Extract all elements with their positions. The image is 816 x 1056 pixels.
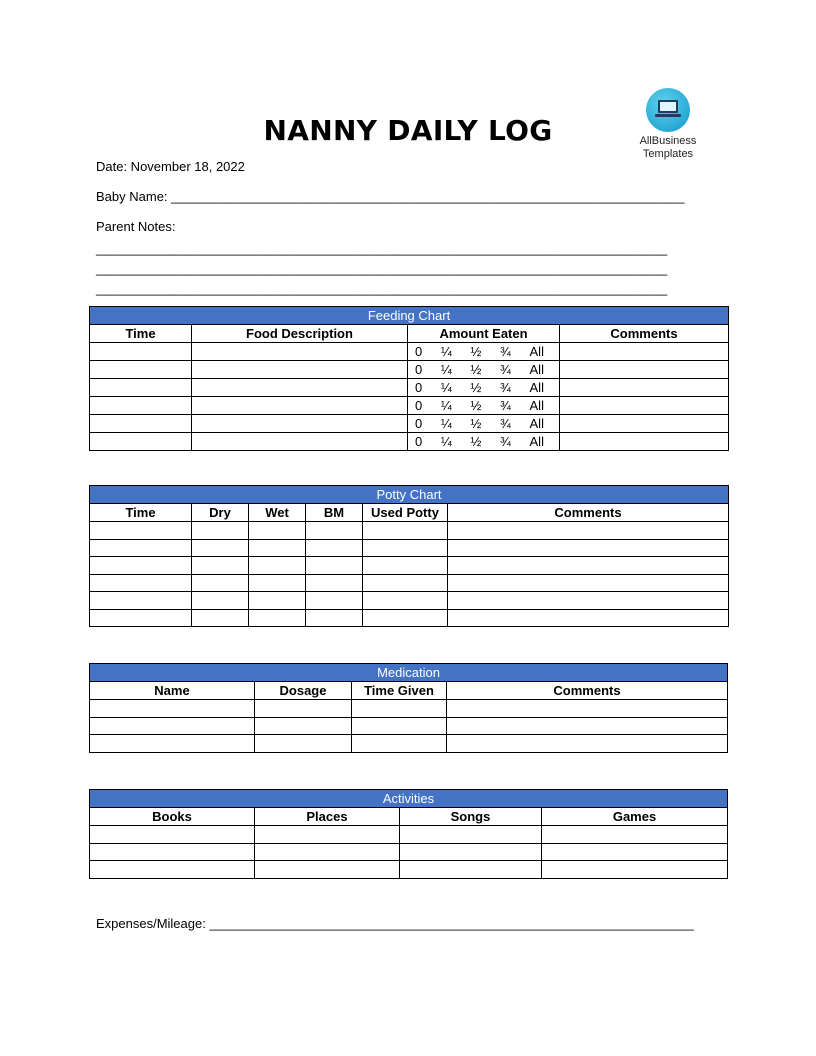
table-cell[interactable] [306,592,363,610]
amount-option[interactable]: ¾ [499,434,511,449]
table-cell[interactable] [560,433,729,451]
table-cell[interactable] [306,609,363,627]
col-header-wet: Wet [249,504,306,522]
table-row [90,609,729,627]
table-cell[interactable] [255,843,400,861]
table-cell[interactable] [447,700,728,718]
table-cell[interactable] [192,592,249,610]
table-row [90,717,728,735]
col-header-games: Games [542,808,728,826]
amount-option[interactable]: 0 [415,434,423,449]
table-cell[interactable] [448,609,729,627]
amount-option[interactable]: All [529,380,544,395]
table-cell[interactable] [192,343,408,361]
expenses-mileage-field[interactable]: Expenses/Mileage: ___________________________________________________________________ [96,916,694,931]
table-row [90,415,729,433]
col-header-dry: Dry [192,504,249,522]
table-cell[interactable] [192,539,249,557]
amount-option[interactable]: ¾ [499,416,511,431]
col-header-comments: Comments [447,682,728,700]
table-cell[interactable] [90,700,255,718]
table-row [90,522,729,540]
amount-option[interactable]: ¾ [499,398,511,413]
amount-option[interactable]: All [529,434,544,449]
amount-eaten-options[interactable] [408,361,560,379]
col-header-comments: Comments [448,504,729,522]
amount-option[interactable]: ¾ [499,344,511,359]
col-header-amount-eaten: Amount Eaten [408,325,560,343]
amount-option[interactable]: ½ [470,416,482,431]
amount-option[interactable]: 0 [415,380,423,395]
amount-option[interactable]: All [529,344,544,359]
table-cell[interactable] [255,717,352,735]
date-line: Date: November 18, 2022 [96,159,245,174]
amount-option[interactable]: ¼ [440,416,452,431]
table-cell[interactable] [306,539,363,557]
amount-option[interactable]: ¼ [440,434,452,449]
table-row [90,592,729,610]
table-cell[interactable] [448,592,729,610]
amount-option[interactable]: ½ [470,362,482,377]
table-cell[interactable] [447,717,728,735]
table-cell[interactable] [363,609,448,627]
col-header-comments: Comments [560,325,729,343]
table-row [90,700,728,718]
table-cell[interactable] [90,574,192,592]
table-cell[interactable] [192,557,249,575]
amount-option[interactable]: 0 [415,362,423,377]
table-cell[interactable] [560,415,729,433]
allbusiness-logo [630,88,706,161]
col-header-songs: Songs [400,808,542,826]
table-cell[interactable] [448,522,729,540]
amount-option[interactable]: ½ [470,380,482,395]
amount-option[interactable]: ¼ [440,380,452,395]
amount-option[interactable]: ¾ [499,362,511,377]
parent-notes-line[interactable]: _______________________________________________________________________________ [96,261,668,276]
col-header-name: Name [90,682,255,700]
table-cell[interactable] [363,522,448,540]
amount-eaten-options[interactable] [408,433,560,451]
table-row [90,557,729,575]
col-header-dosage: Dosage [255,682,352,700]
amount-option[interactable]: 0 [415,416,423,431]
col-header-time-given: Time Given [352,682,447,700]
table-row [90,343,729,361]
table-cell[interactable] [255,826,400,844]
table-cell[interactable] [306,522,363,540]
table-cell[interactable] [90,415,192,433]
table-cell[interactable] [400,861,542,879]
table-cell[interactable] [90,861,255,879]
medication-table [89,663,728,753]
table-row [90,843,728,861]
table-cell[interactable] [192,609,249,627]
table-cell[interactable] [90,843,255,861]
table-cell[interactable] [306,557,363,575]
table-cell[interactable] [560,343,729,361]
amount-eaten-options[interactable] [408,415,560,433]
table-cell[interactable] [352,717,447,735]
table-cell[interactable] [90,717,255,735]
amount-option[interactable]: ½ [470,398,482,413]
potty-chart-title: Potty Chart [90,486,729,504]
table-row [90,826,728,844]
table-row [90,861,728,879]
amount-option[interactable]: All [529,398,544,413]
table-cell[interactable] [90,522,192,540]
amount-option[interactable]: ½ [470,344,482,359]
table-cell[interactable] [249,592,306,610]
table-cell[interactable] [90,397,192,415]
amount-option[interactable]: ¾ [499,380,511,395]
table-row [90,397,729,415]
table-cell[interactable] [90,735,255,753]
table-cell[interactable] [90,343,192,361]
col-header-used-potty: Used Potty [363,504,448,522]
table-cell[interactable] [448,539,729,557]
parent-notes-line[interactable]: _______________________________________________________________________________ [96,281,668,296]
table-cell[interactable] [352,700,447,718]
table-cell[interactable] [400,826,542,844]
col-header-places: Places [255,808,400,826]
col-header-books: Books [90,808,255,826]
amount-option[interactable]: ¼ [440,344,452,359]
table-cell[interactable] [192,361,408,379]
baby-name-field[interactable]: Baby Name: _______________________________________________________________________ [96,189,685,204]
amount-option[interactable]: All [529,362,544,377]
potty-chart-table [89,485,729,627]
table-cell[interactable] [447,735,728,753]
table-cell[interactable] [542,826,728,844]
table-cell[interactable] [363,574,448,592]
laptop-icon [646,88,690,132]
page-title: NANNY DAILY LOG [263,114,553,147]
table-cell[interactable] [249,539,306,557]
table-cell[interactable] [560,379,729,397]
table-row [90,361,729,379]
table-cell[interactable] [352,735,447,753]
logo-text-line2: Templates [642,148,694,160]
table-cell[interactable] [255,735,352,753]
table-cell[interactable] [542,843,728,861]
table-cell[interactable] [90,379,192,397]
table-row [90,379,729,397]
feeding-chart-title: Feeding Chart [90,307,729,325]
activities-title: Activities [90,790,728,808]
table-cell[interactable] [249,557,306,575]
amount-option[interactable]: ¼ [440,362,452,377]
table-cell[interactable] [192,522,249,540]
medication-title: Medication [90,664,728,682]
table-cell[interactable] [560,397,729,415]
table-cell[interactable] [363,557,448,575]
col-header-time: Time [90,504,192,522]
table-row [90,539,729,557]
amount-option[interactable]: All [529,416,544,431]
parent-notes-label: Parent Notes: [96,219,176,234]
table-cell[interactable] [192,574,249,592]
amount-option[interactable]: 0 [415,398,423,413]
table-cell[interactable] [90,609,192,627]
feeding-chart-table [89,306,729,451]
table-cell[interactable] [560,361,729,379]
col-header-bm: BM [306,504,363,522]
table-cell[interactable] [306,574,363,592]
table-cell[interactable] [249,609,306,627]
activities-table [89,789,728,879]
amount-eaten-options[interactable] [408,343,560,361]
col-header-time: Time [90,325,192,343]
table-cell[interactable] [90,539,192,557]
logo-text-line1: AllBusiness [639,135,697,147]
table-cell[interactable] [400,843,542,861]
table-row [90,574,729,592]
table-cell[interactable] [192,415,408,433]
table-cell[interactable] [90,557,192,575]
table-cell[interactable] [363,539,448,557]
amount-option[interactable]: ¼ [440,398,452,413]
table-cell[interactable] [542,861,728,879]
table-cell[interactable] [90,361,192,379]
amount-eaten-options[interactable] [408,397,560,415]
amount-option[interactable]: 0 [415,344,423,359]
parent-notes-line[interactable]: _______________________________________________________________________________ [96,241,668,256]
table-cell[interactable] [192,397,408,415]
col-header-food-description: Food Description [192,325,408,343]
table-cell[interactable] [90,826,255,844]
table-cell[interactable] [90,592,192,610]
table-cell[interactable] [90,433,192,451]
table-cell[interactable] [255,700,352,718]
table-cell[interactable] [249,522,306,540]
table-cell[interactable] [448,574,729,592]
table-cell[interactable] [192,379,408,397]
table-cell[interactable] [249,574,306,592]
table-cell[interactable] [363,592,448,610]
table-cell[interactable] [192,433,408,451]
table-cell[interactable] [255,861,400,879]
table-row [90,735,728,753]
amount-option[interactable]: ½ [470,434,482,449]
table-row [90,433,729,451]
table-cell[interactable] [448,557,729,575]
amount-eaten-options[interactable] [408,379,560,397]
